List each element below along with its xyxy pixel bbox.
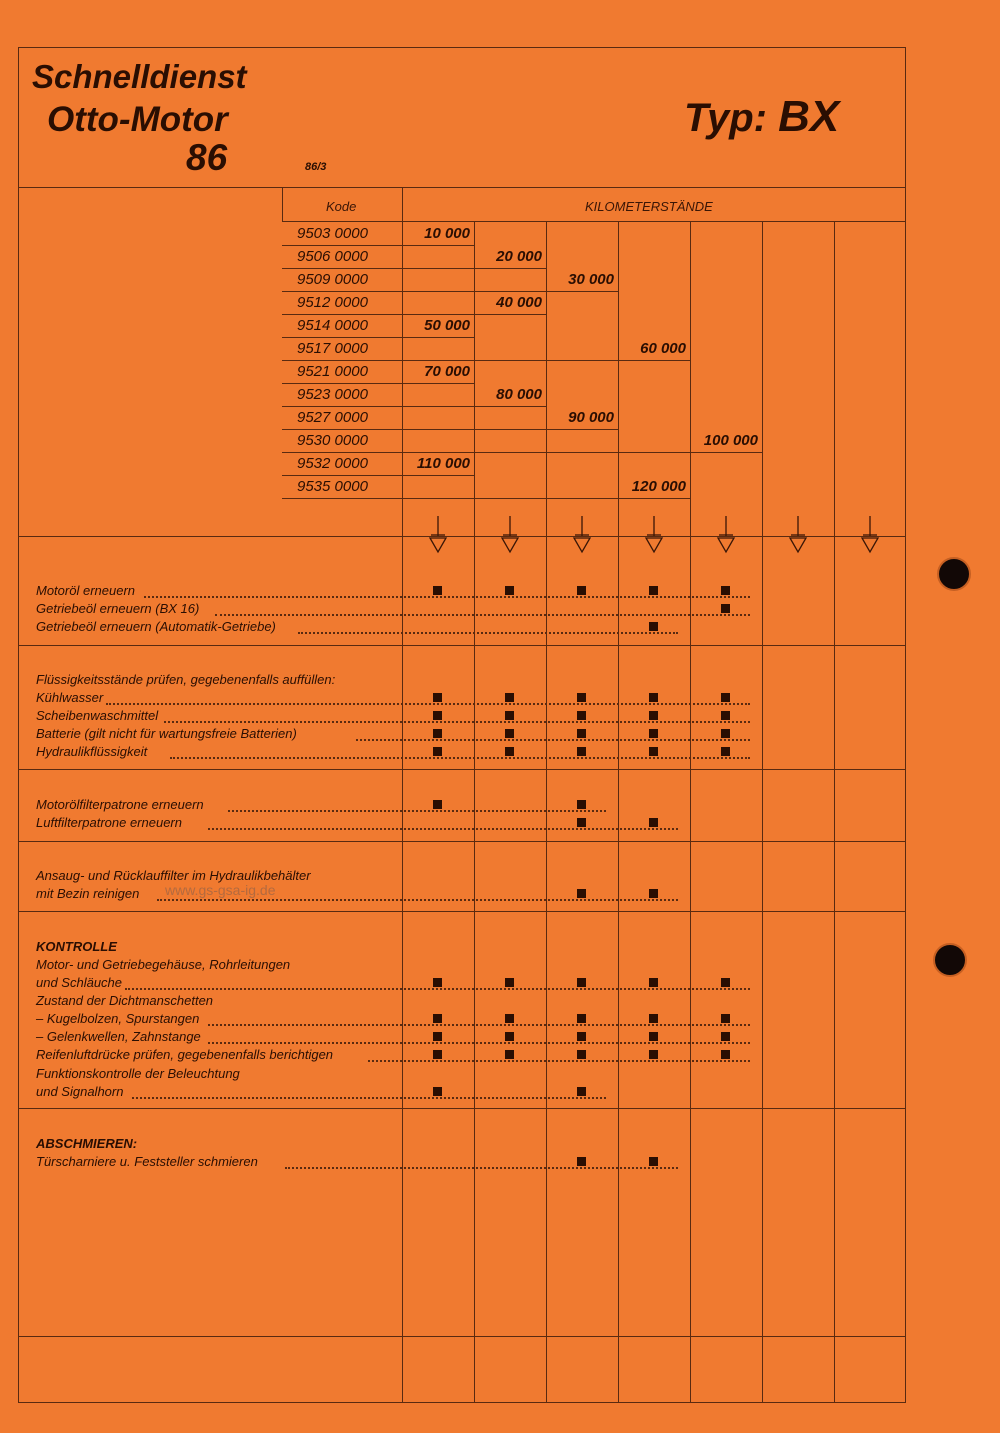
leader-dots	[356, 738, 750, 741]
km-value: 10 000	[424, 225, 470, 242]
code-row-line	[282, 475, 474, 476]
km-col-line	[474, 222, 475, 1403]
service-mark	[577, 729, 586, 738]
service-mark	[721, 604, 730, 613]
service-mark	[433, 729, 442, 738]
arrow-down-icon	[571, 514, 593, 554]
km-value: 120 000	[631, 478, 686, 495]
task-label: und Schläuche	[36, 975, 123, 990]
leader-dots	[208, 1023, 750, 1026]
km-divider	[402, 187, 403, 1403]
leader-dots	[144, 595, 750, 598]
code-row-line	[282, 268, 546, 269]
service-mark	[649, 711, 658, 720]
type-prefix: Typ:	[684, 96, 767, 140]
leader-dots	[132, 1096, 606, 1099]
service-mark	[721, 978, 730, 987]
section-divider	[18, 911, 906, 912]
service-mark	[721, 1014, 730, 1023]
service-mark	[505, 586, 514, 595]
service-mark	[721, 711, 730, 720]
task-label: Hydraulikflüssigkeit	[36, 744, 148, 759]
task-label: Reifenluftdrücke prüfen, gegebenenfalls berichtigen	[36, 1047, 334, 1062]
sheet-frame	[18, 47, 906, 1403]
arrow-down-icon	[715, 514, 737, 554]
km-value: 110 000	[416, 455, 470, 472]
leader-dots	[285, 1166, 678, 1169]
km-col-line	[690, 222, 691, 1403]
service-mark	[721, 693, 730, 702]
task-label: Motorölfilterpatrone erneuern	[36, 797, 204, 812]
service-mark	[505, 693, 514, 702]
code-header: Kode	[326, 199, 357, 214]
km-value: 20 000	[496, 248, 542, 265]
service-mark	[721, 747, 730, 756]
service-mark	[433, 1087, 442, 1096]
task-label: Scheibenwaschmittel	[36, 708, 159, 723]
service-mark	[721, 729, 730, 738]
task-label: Motoröl erneuern	[36, 583, 135, 598]
code-row-line	[282, 429, 618, 430]
service-mark	[505, 1014, 514, 1023]
service-mark	[649, 622, 658, 631]
service-mark	[649, 889, 658, 898]
service-mark	[577, 800, 586, 809]
task-label: Zustand der Dichtmanschetten	[36, 993, 214, 1008]
service-mark	[505, 1032, 514, 1041]
service-mark	[577, 586, 586, 595]
punch-hole-bottom	[933, 943, 967, 977]
code-value: 9521 0000	[297, 363, 368, 380]
km-value: 80 000	[496, 386, 542, 403]
task-label: Kühlwasser	[36, 690, 104, 705]
code-row-line	[282, 452, 762, 453]
code-value: 9532 0000	[297, 455, 368, 472]
service-mark	[433, 747, 442, 756]
arrow-down-icon	[643, 514, 665, 554]
leader-dots	[170, 756, 750, 759]
task-label: – Kugelbolzen, Spurstangen	[36, 1011, 200, 1026]
km-header: KILOMETERSTÄNDE	[585, 199, 713, 214]
kode-header-bottom	[282, 221, 906, 222]
km-value: 60 000	[640, 340, 686, 357]
service-mark	[577, 978, 586, 987]
code-value: 9512 0000	[297, 294, 368, 311]
service-mark	[577, 711, 586, 720]
leader-dots	[164, 720, 750, 723]
code-value: 9530 0000	[297, 432, 368, 449]
title-line-3: 86	[186, 137, 228, 178]
km-value: 100 000	[703, 432, 758, 449]
section-divider	[18, 769, 906, 770]
task-label: Ansaug- und Rücklauffilter im Hydraulikbehälter	[36, 868, 311, 883]
service-mark	[433, 978, 442, 987]
km-value: 50 000	[424, 317, 470, 334]
code-row-line	[282, 314, 546, 315]
code-value: 9523 0000	[297, 386, 368, 403]
code-row-line	[282, 291, 618, 292]
vehicle-type	[684, 92, 839, 142]
title-line-2: Otto-Motor	[47, 100, 228, 139]
service-mark	[433, 711, 442, 720]
service-mark	[649, 978, 658, 987]
section-divider	[18, 1108, 906, 1109]
task-label: mit Bezin reinigen	[36, 886, 140, 901]
km-col-line	[546, 222, 547, 1403]
type-value: BX	[778, 92, 840, 141]
code-value: 9506 0000	[297, 248, 368, 265]
service-mark	[649, 1032, 658, 1041]
section-divider	[18, 645, 906, 646]
task-label: Türscharniere u. Feststeller schmieren	[36, 1154, 258, 1169]
service-mark	[649, 693, 658, 702]
task-label: KONTROLLE	[36, 939, 117, 954]
service-mark	[721, 1032, 730, 1041]
punch-hole-top	[937, 557, 971, 591]
code-row-line	[282, 498, 690, 499]
edition-number: 86/3	[305, 161, 327, 173]
km-col-line	[834, 222, 835, 1403]
service-mark	[433, 1050, 442, 1059]
leader-dots	[208, 1041, 750, 1044]
leader-dots	[106, 702, 750, 705]
code-value: 9503 0000	[297, 225, 368, 242]
code-value: 9535 0000	[297, 478, 368, 495]
code-row-line	[282, 245, 474, 246]
arrow-down-icon	[499, 514, 521, 554]
task-label: Getriebeöl erneuern (Automatik-Getriebe)	[36, 619, 276, 634]
service-mark	[433, 1014, 442, 1023]
service-mark	[649, 1157, 658, 1166]
service-mark	[433, 693, 442, 702]
task-label: Flüssigkeitsstände prüfen, gegebenenfalls auffüllen:	[36, 672, 336, 687]
service-mark	[433, 586, 442, 595]
leader-dots	[125, 987, 750, 990]
leader-dots	[215, 613, 750, 616]
code-value: 9517 0000	[297, 340, 368, 357]
service-mark	[505, 747, 514, 756]
code-value: 9509 0000	[297, 271, 368, 288]
km-col-line	[618, 222, 619, 1403]
code-value: 9514 0000	[297, 317, 368, 334]
arrow-down-icon	[859, 514, 881, 554]
service-mark	[505, 978, 514, 987]
km-value: 90 000	[568, 409, 614, 426]
leader-dots	[208, 827, 678, 830]
service-mark	[577, 693, 586, 702]
service-mark	[577, 1087, 586, 1096]
arrow-down-icon	[427, 514, 449, 554]
service-mark	[577, 747, 586, 756]
arrow-down-icon	[787, 514, 809, 554]
service-mark	[505, 729, 514, 738]
service-mark	[505, 1050, 514, 1059]
task-label: Batterie (gilt nicht für wartungsfreie Batterien)	[36, 726, 297, 741]
leader-dots	[228, 809, 606, 812]
km-value: 30 000	[568, 271, 614, 288]
code-row-line	[282, 337, 474, 338]
service-mark	[649, 747, 658, 756]
title-line-1: Schnelldienst	[32, 58, 247, 95]
service-mark	[577, 1157, 586, 1166]
service-mark	[577, 818, 586, 827]
task-label: Motor- und Getriebegehäuse, Rohrleitungen	[36, 957, 291, 972]
task-label: Funktionskontrolle der Beleuchtung	[36, 1066, 240, 1081]
section-divider	[18, 536, 906, 537]
task-label: und Signalhorn	[36, 1084, 124, 1099]
service-mark	[577, 1050, 586, 1059]
kode-left-border	[282, 187, 283, 222]
section-divider	[18, 1336, 906, 1337]
service-mark	[577, 1032, 586, 1041]
code-row-line	[282, 383, 474, 384]
task-label: Luftfilterpatrone erneuern	[36, 815, 182, 830]
leader-dots	[298, 631, 678, 634]
service-mark	[649, 729, 658, 738]
leader-dots	[157, 898, 678, 901]
code-row-line	[282, 360, 690, 361]
header-divider	[18, 187, 906, 188]
service-mark	[577, 1014, 586, 1023]
service-mark	[721, 1050, 730, 1059]
km-value: 70 000	[424, 363, 470, 380]
service-mark	[505, 711, 514, 720]
service-mark	[433, 800, 442, 809]
watermark: www.gs-gsa-ig.de	[165, 882, 276, 898]
service-mark	[721, 586, 730, 595]
code-row-line	[282, 406, 546, 407]
leader-dots	[368, 1059, 750, 1062]
service-mark	[649, 1014, 658, 1023]
code-value: 9527 0000	[297, 409, 368, 426]
section-divider	[18, 841, 906, 842]
task-label: – Gelenkwellen, Zahnstange	[36, 1029, 201, 1044]
task-label: ABSCHMIEREN:	[36, 1136, 138, 1151]
service-mark	[649, 586, 658, 595]
service-mark	[433, 1032, 442, 1041]
service-mark	[649, 1050, 658, 1059]
service-mark	[649, 818, 658, 827]
task-label: Getriebeöl erneuern (BX 16)	[36, 601, 200, 616]
service-mark	[577, 889, 586, 898]
km-value: 40 000	[496, 294, 542, 311]
km-col-line	[762, 222, 763, 1403]
